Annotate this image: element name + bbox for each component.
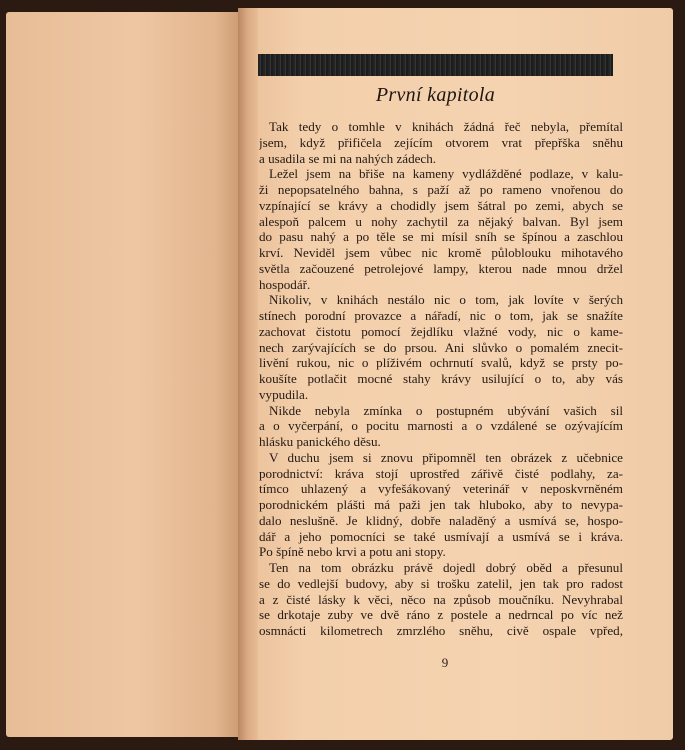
text-line: Nikde nebyla zmínka o postupném ubývání vašich sil xyxy=(269,402,623,418)
text-line: zachovat čistotu pomocí žejdlíku vlažné vody, nic o kame- xyxy=(259,323,623,339)
text-line: světla začouzené petrolejové lampy, kterou nade mnou držel xyxy=(259,260,623,276)
text-line: porodnictví: kráva stojí uprostřed zářivě čisté podlahy, za- xyxy=(259,465,623,481)
text-line: do pasu nahý a po těle se mi mísil sníh se špínou a zaschlou xyxy=(259,229,623,245)
text-line: V duchu jsem si znovu připomněl ten obrázek z učebnice xyxy=(269,449,623,465)
text-line: Ležel jsem na břiše na kameny vydlážděné podlaze, v kalu- xyxy=(269,166,623,182)
text-line: hlásku panického děsu. xyxy=(259,434,381,449)
chapter-title: První kapitola xyxy=(375,84,496,106)
text-line: jsem, když přifičela zejícím otvorem vrat přepřška sněhu xyxy=(259,134,623,150)
text-line: dalo neslušně. Je klidný, dobře naladěný a usmívá se, hospo- xyxy=(259,512,623,528)
text-line: koušíte potlačit mocné stahy krávy usilující o to, aby vás xyxy=(259,371,623,386)
text-line: a usadila se mi na nahých zádech. xyxy=(259,150,437,166)
text-line: se do vedlejší budovy, aby si trošku zatelil, jen tak pro radost xyxy=(259,575,623,591)
text-line: osmnácti kilometrech zmrzlého sněhu, civě ospale vpřed, xyxy=(259,623,623,638)
body-text xyxy=(259,119,623,639)
text-line: stínech porodní provazce a nářadí, nic o tom, jak se snažíte xyxy=(259,308,623,323)
text-line: alespoň palcem u nohy zachytil za nějaký balvan. Byl jsem xyxy=(259,213,623,229)
text-line: Ten na tom obrázku právě dojedl dobrý oběd a přesunul xyxy=(269,560,623,575)
page-number: 9 xyxy=(441,655,449,670)
text-line: Nikoliv, v knihách nestálo nic o tom, jak lovíte v šerých xyxy=(269,292,623,308)
text-line: vzpínající se krávy a chodidly jsem šátral po zemi, abych se xyxy=(259,197,623,213)
text-line: krví. Neviděl jsem vůbec nic kromě půloblouku mihotavého xyxy=(259,245,623,260)
text-line: a o vyčerpání, o pocitu marnosti a o vzdálené se ozývajícím xyxy=(259,418,623,434)
text-line: nech zarývajících se do prsou. Ani slůvko o pomalém znecit- xyxy=(259,339,623,355)
text-line: livění rukou, nic o plíživém ochrnutí svalů, když se prsty po- xyxy=(259,355,623,371)
text-line: Po špíně nebo krvi a potu ani stopy. xyxy=(259,544,446,560)
chapter-header-band xyxy=(258,54,613,76)
text-line: ži nepopsatelného bahna, s paží až po rameno vnořenou do xyxy=(259,182,623,197)
text-line: se drkotaje zuby ve dvě ráno z postele a nedrncal po víc než xyxy=(259,607,623,623)
text-line: vypudila. xyxy=(259,386,309,402)
text-line: Tak tedy o tomhle v knihách žádná řeč nebyla, přemítal xyxy=(269,119,623,134)
text-line: dář a jeho pomocníci se také usmívají a usmívá se i kráva. xyxy=(259,528,623,544)
text-line: tímco uhlazený a vyfešákovaný veterinář v neposkvrněném xyxy=(259,481,623,497)
left-blank-page xyxy=(6,12,244,737)
book-gutter xyxy=(238,8,258,740)
text-line: porodnickém plášti má paži jen tak hluboko, aby to nevypa- xyxy=(259,497,623,512)
text-line: hospodář. xyxy=(259,276,311,292)
text-line: a z čisté lásky k věci, něco na způsob moučníku. Nevyhrabal xyxy=(259,591,623,607)
